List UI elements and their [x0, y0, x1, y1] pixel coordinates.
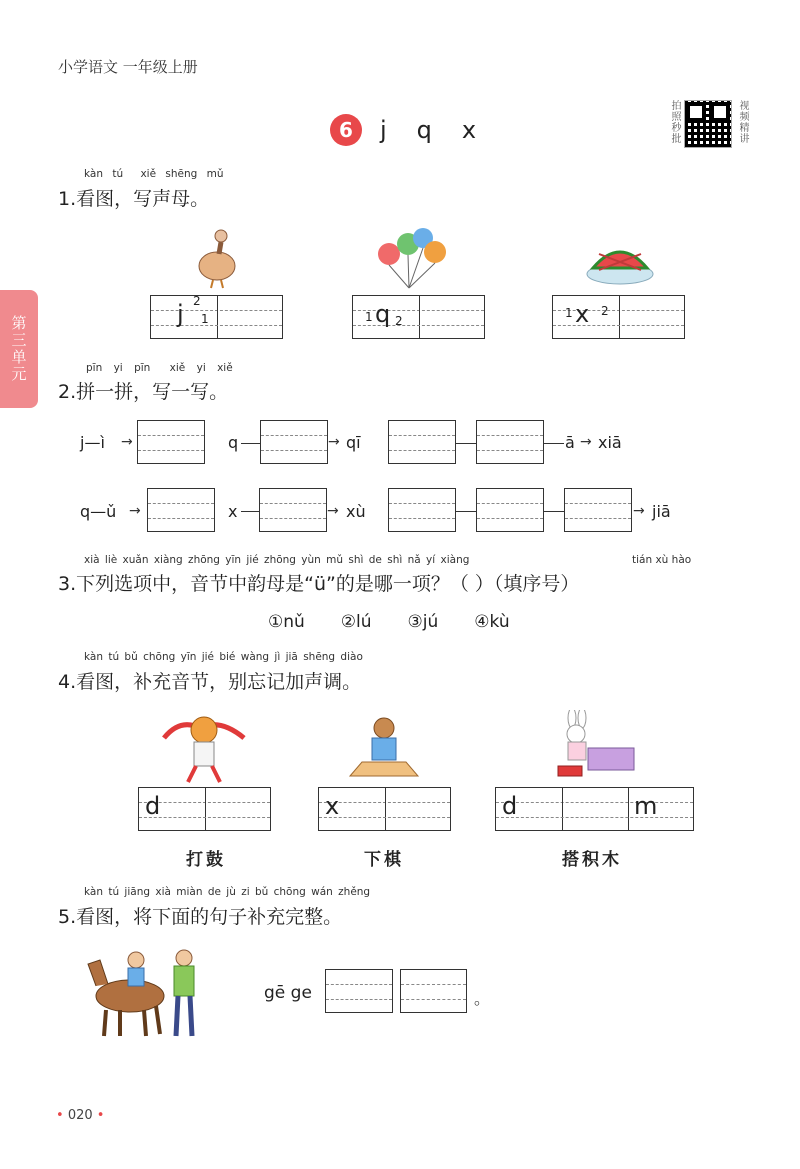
q2-r2-c-result: jiā — [652, 502, 671, 521]
q5-title: 5.看图，将下面的句子补充完整。 — [58, 906, 343, 928]
qr-code-icon[interactable] — [684, 100, 732, 148]
q1-pinyin: kàn tú xiě shēng mǔ — [84, 168, 224, 180]
rabbit-blocks-illustration — [554, 710, 638, 782]
q4-box-2[interactable] — [318, 787, 451, 831]
horse-riding-illustration — [80, 940, 204, 1040]
q4-caption-1: 打鼓 — [186, 850, 226, 870]
arrow-right-icon: → — [580, 434, 592, 450]
q5-pinyin: kàn tú jiāng xià miàn de jù zi bǔ chōng wán zhěng — [84, 886, 371, 898]
q3-option-3[interactable]: ③jú — [407, 612, 439, 632]
q3-pinyin: xià liè xuǎn xiàng zhōng yīn jié zhōng yùn mǔ shì de shì nǎ yí xiàng — [84, 554, 470, 566]
q2-r1-a: j—ì — [80, 433, 105, 452]
q2-r2-box-5[interactable] — [564, 488, 632, 532]
q2-r1-box-2[interactable] — [260, 420, 328, 464]
lesson-number: 6 — [330, 114, 362, 146]
bullet-icon: • — [56, 1108, 64, 1123]
arrow-right-icon: → — [121, 434, 133, 450]
arrow-right-icon: → — [328, 434, 340, 450]
q1-box-3[interactable]: 1 x 2 — [552, 295, 685, 339]
q4-caption-2: 下棋 — [364, 850, 404, 870]
q2-r1-c-result: xiā — [598, 433, 622, 452]
lesson-letter-x: x — [461, 116, 477, 144]
lesson-letter-q: q — [416, 116, 432, 144]
q5-sentence-end: 。 — [474, 989, 491, 1008]
q2-pinyin: pīn yi pīn xiě yi xiě — [86, 362, 233, 374]
q2-r1-box-1[interactable] — [137, 420, 205, 464]
q4-suffix-3: m — [634, 792, 658, 820]
q1-title: 1.看图，写声母。 — [58, 188, 210, 210]
q4-prefix-3: d — [502, 792, 518, 820]
q1-answer-q: q — [375, 300, 391, 328]
page-number: • 020 • — [56, 1108, 105, 1123]
q3-options — [268, 612, 510, 632]
q3-option-1[interactable]: ①nǔ — [268, 612, 305, 632]
q2-title: 2.拼一拼，写一写。 — [58, 381, 229, 403]
q2-r2-b-left: x — [228, 502, 238, 521]
lesson-letter-j: j — [380, 116, 387, 144]
monkey-chess-illustration — [348, 714, 420, 782]
qr-label-left: 拍照秒批 — [669, 100, 680, 144]
drumming-tiger-illustration — [160, 708, 248, 784]
q2-r1-b-right: qī — [346, 433, 361, 452]
q4-title: 4.看图，补充音节，别忘记加声调。 — [58, 671, 362, 693]
q2-r1-box-3[interactable] — [388, 420, 456, 464]
q1-box-2[interactable]: 1 q 2 — [352, 295, 485, 339]
q4-box-1[interactable] — [138, 787, 271, 831]
q2-r1-box-4[interactable] — [476, 420, 544, 464]
q5-box-2[interactable] — [400, 969, 467, 1013]
q3-pinyin-right: tián xù hào — [632, 554, 692, 566]
watermelon-illustration — [585, 240, 655, 286]
balloons-illustration — [375, 222, 447, 292]
qr-block[interactable] — [668, 100, 748, 148]
q5-box-1[interactable] — [325, 969, 393, 1013]
book-header: 小学语文 一年级上册 — [58, 58, 198, 76]
lesson-title — [330, 114, 488, 146]
q2-r2-box-3[interactable] — [388, 488, 456, 532]
arrow-right-icon: → — [633, 503, 645, 519]
bullet-icon: • — [96, 1108, 105, 1123]
q4-prefix-1: d — [145, 792, 161, 820]
q5-sentence-start: gē ge — [264, 983, 312, 1003]
q2-r2-box-4[interactable] — [476, 488, 544, 532]
qr-label-right: 视频精讲 — [737, 100, 748, 144]
q4-prefix-2: x — [325, 792, 340, 820]
q1-answer-x: x — [575, 300, 590, 328]
unit-side-tab: 第三单元 — [0, 290, 38, 408]
q2-r1-b-left: q — [228, 433, 239, 452]
q3-option-4[interactable]: ④kù — [474, 612, 510, 632]
q3-option-2[interactable]: ②lú — [340, 612, 372, 632]
arrow-right-icon: → — [129, 503, 141, 519]
q2-r1-c-right: ā — [565, 433, 575, 452]
arrow-right-icon: → — [327, 503, 339, 519]
q2-r2-box-1[interactable] — [147, 488, 215, 532]
q4-box-3[interactable] — [495, 787, 694, 831]
q4-caption-3: 搭积木 — [562, 850, 622, 870]
q1-box-1[interactable]: j 2 1 — [150, 295, 283, 339]
q1-answer-j: j — [177, 300, 184, 328]
q2-r2-box-2[interactable] — [259, 488, 327, 532]
q2-r2-a: q—ǔ — [80, 502, 117, 521]
q4-pinyin: kàn tú bǔ chōng yīn jié bié wàng jì jiā shēng diào — [84, 651, 363, 663]
hen-illustration — [195, 222, 241, 290]
q3-title: 3.下列选项中，音节中韵母是“ü”的是哪一项？（ ）（填序号） — [58, 573, 580, 595]
q2-r2-b-right: xù — [346, 502, 366, 521]
